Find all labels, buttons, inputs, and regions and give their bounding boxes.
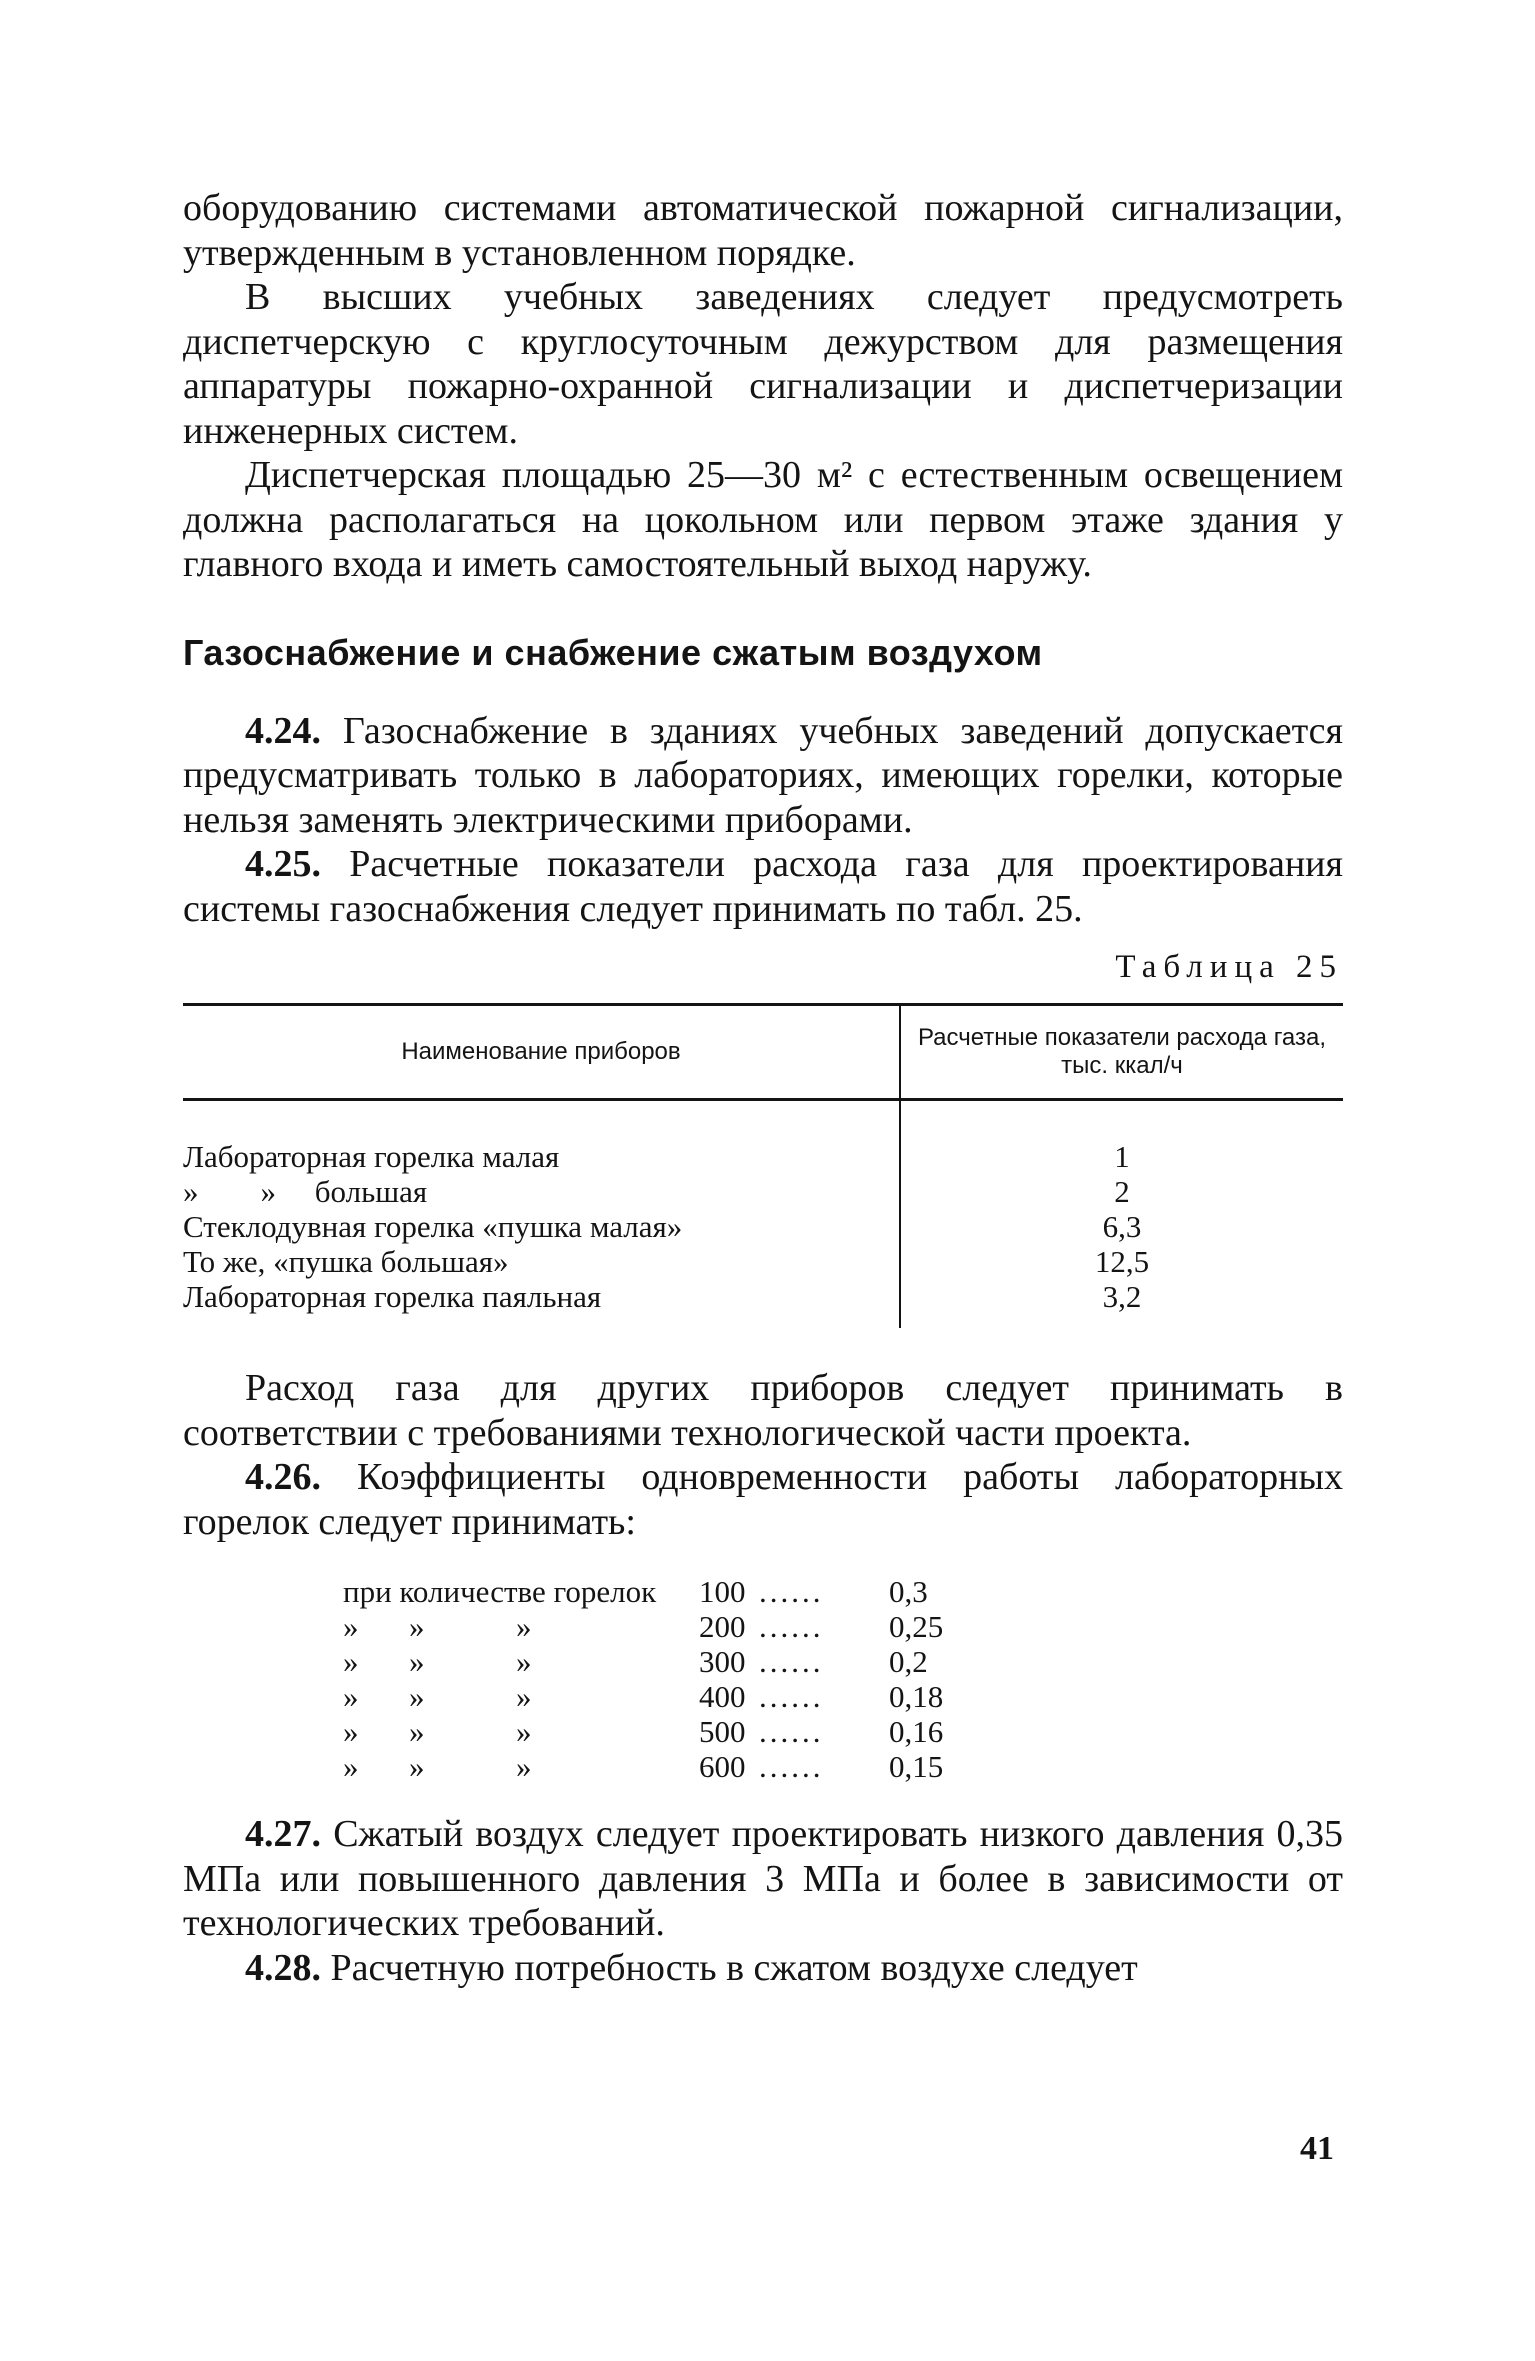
- coefficient-value: 0,16: [889, 1714, 944, 1749]
- ditto-mark: »: [409, 1714, 425, 1749]
- ditto-mark: »: [409, 1609, 425, 1644]
- clause-number: 4.27.: [245, 1813, 321, 1855]
- column-header-devices: Наименование приборов: [183, 1005, 900, 1100]
- coefficient-value: 0,18: [889, 1679, 944, 1714]
- ditto-mark: »: [516, 1714, 532, 1749]
- table-row: [183, 1174, 1343, 1209]
- list-item: [343, 1679, 1343, 1714]
- clause-number: 4.25.: [245, 843, 321, 885]
- table-row: [183, 1100, 1343, 1175]
- ditto-mark: »: [343, 1749, 359, 1784]
- consumption-value: 3,2: [1102, 1279, 1142, 1314]
- clause-text: Расчетные показатели расхода газа для проектирования системы газоснабжения следует принимать по табл. 25.: [183, 843, 1343, 930]
- paragraph-dispatch-room: В высших учебных заведениях следует предусмотреть диспетчерскую с круглосуточным дежурством для размещения аппаратуры пожарно-охранной сигнализации и диспетчеризации инженерных систем.: [183, 276, 1343, 452]
- ditto-mark: »: [343, 1609, 359, 1644]
- ditto-mark: »: [516, 1644, 532, 1679]
- consumption-value: 1: [1114, 1139, 1130, 1174]
- leader-dots: ......: [759, 1714, 824, 1749]
- device-name: Стеклодувная горелка «пушка малая»: [183, 1209, 900, 1244]
- paragraph-dispatch-area: Диспетчерская площадью 25—30 м² с естественным освещением должна располагаться на цокольном или первом этаже здания у главного входа и иметь самостоятельный выход наружу.: [183, 454, 1343, 585]
- coefficient-value: 0,2: [889, 1644, 928, 1679]
- section-heading: Газоснабжение и снабжение сжатым воздухом: [183, 631, 1043, 673]
- consumption-value: 6,3: [1102, 1209, 1142, 1244]
- ditto-mark: »: [409, 1644, 425, 1679]
- clause-number: 4.26.: [245, 1456, 321, 1498]
- list-item: [343, 1749, 1343, 1784]
- list-item: [343, 1714, 1343, 1749]
- page-number: 41: [1300, 2130, 1334, 2167]
- paragraph-4-27: [183, 1812, 1343, 1946]
- leader-dots: ......: [759, 1749, 824, 1784]
- coefficient-value: 0,3: [889, 1574, 928, 1609]
- clause-text: Расчетную потребность в сжатом воздухе следует: [321, 1946, 1138, 1989]
- device-name: То же, «пушка большая»: [183, 1244, 900, 1279]
- leader-dots: ......: [759, 1609, 824, 1644]
- table-header-row: [183, 1005, 1343, 1100]
- list-item: [343, 1609, 1343, 1644]
- leader-dots: ......: [759, 1679, 824, 1714]
- paragraph-other-devices: Расход газа для других приборов следует принимать в соответствии с требованиями технологической части проекта.: [183, 1367, 1343, 1454]
- list-item: [343, 1574, 1343, 1609]
- consumption-value: 12,5: [1094, 1244, 1150, 1279]
- paragraph-4-26: [183, 1455, 1343, 1544]
- list-item: [343, 1644, 1343, 1679]
- ditto-mark: »: [409, 1679, 425, 1714]
- ditto-mark: »: [343, 1644, 359, 1679]
- table-caption: Таблица 25: [1115, 949, 1343, 985]
- paragraph-4-25: [183, 842, 1343, 931]
- clause-number: 4.28.: [245, 1946, 321, 1989]
- column-header-consumption: Расчетные показатели расхода газа, тыс. ккал/ч: [900, 1005, 1343, 1100]
- device-name: » » большая: [183, 1174, 900, 1209]
- ditto-mark: »: [516, 1609, 532, 1644]
- ditto-mark: »: [409, 1749, 425, 1784]
- table-row: [183, 1244, 1343, 1279]
- ditto-mark: »: [343, 1679, 359, 1714]
- leader-dots: ......: [759, 1574, 824, 1609]
- ditto-mark: »: [516, 1749, 532, 1784]
- table-row: [183, 1279, 1343, 1328]
- clause-text: Газоснабжение в зданиях учебных заведений допускается предусматривать только в лабораториях, имеющих горелки, которые нельзя заменять электрическими приборами.: [183, 709, 1343, 841]
- clause-text: Коэффициенты одновременности работы лабораторных горелок следует принимать:: [183, 1456, 1343, 1543]
- paragraph-continuation: оборудованию системами автоматической пожарной сигнализации, утвержденным в установленном порядке.: [183, 187, 1343, 274]
- clause-number: 4.24.: [245, 709, 321, 752]
- gas-consumption-table: [183, 1003, 1343, 1328]
- coefficient-list: [343, 1574, 1343, 1784]
- document-page: [183, 186, 1343, 1990]
- clause-text: Сжатый воздух следует проектировать низкого давления 0,35 МПа или повышенного давления 3 МПа и более в зависимости от технологических требований.: [183, 1813, 1343, 1944]
- burner-count: 400: [699, 1679, 746, 1714]
- paragraph-4-24: [183, 709, 1343, 843]
- device-name: Лабораторная горелка малая: [183, 1100, 900, 1175]
- device-name: Лабораторная горелка паяльная: [183, 1279, 900, 1328]
- coefficient-value: 0,25: [889, 1609, 944, 1644]
- table-row: [183, 1209, 1343, 1244]
- list-label: при количестве горелок: [343, 1574, 657, 1609]
- ditto-mark: »: [343, 1714, 359, 1749]
- ditto-mark: »: [516, 1679, 532, 1714]
- burner-count: 200: [699, 1609, 746, 1644]
- burner-count: 600: [699, 1749, 746, 1784]
- coefficient-value: 0,15: [889, 1749, 944, 1784]
- burner-count: 100: [699, 1574, 746, 1609]
- burner-count: 500: [699, 1714, 746, 1749]
- burner-count: 300: [699, 1644, 746, 1679]
- consumption-value: 2: [1114, 1174, 1130, 1209]
- paragraph-4-28: [183, 1946, 1343, 1991]
- leader-dots: ......: [759, 1644, 824, 1679]
